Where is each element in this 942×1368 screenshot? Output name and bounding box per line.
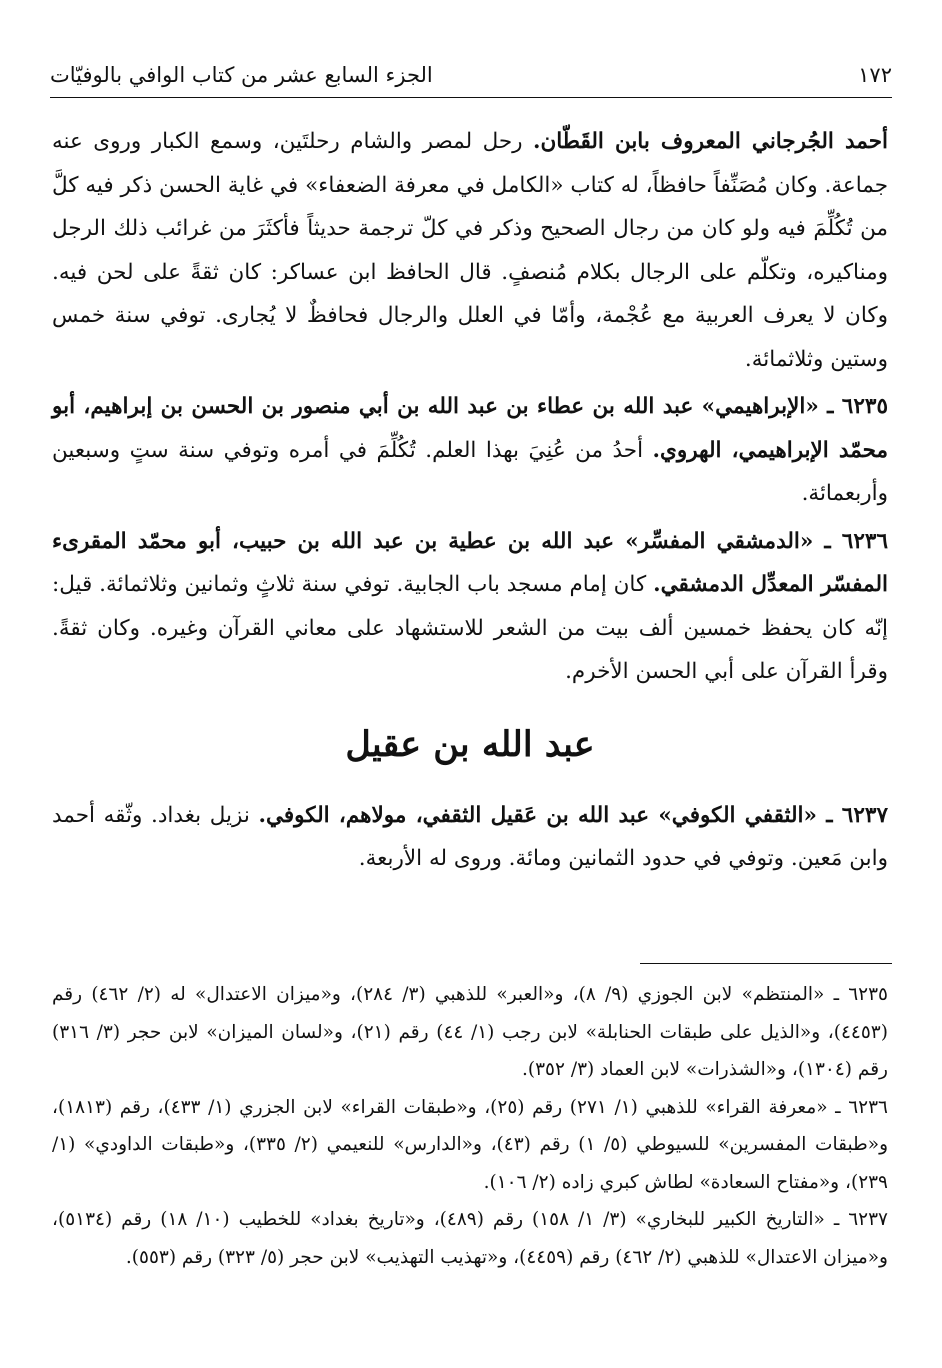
entry-text: كان إمام مسجد باب الجابية. توفي سنة ثلاثٍ وثمانين وثلاثمائة. قيل: إنّه كان يحفظ خمسين ألف بيت من الشعر للاستشهاد على معاني القرآن وغيره. وكان ثقةً. وقرأ القرآن على أبي الحسن الأخرم. [52, 572, 888, 684]
entry-6235 [52, 385, 888, 516]
entry-6236 [52, 520, 888, 694]
header-rule [50, 97, 892, 98]
footnote-6235: ٦٢٣٥ ـ «المنتظم» لابن الجوزي (٩/ ٨)، و«العبر» للذهبي (٣/ ٢٨٤)، و«ميزان الاعتدال» له (٢/ ٤٦٢) رقم (٤٤٥٣)، و«الذيل على طبقات الحنابلة» لابن رجب (١/ ٤٤) رقم (٢١)، و«لسان الميزان» لابن حجر (٣/ ٣١٦) رقم (١٣٠٤)، و«الشذرات» لابن العماد (٣/ ٣٥٢). [52, 984, 888, 1080]
section-title: عبد الله بن عقيل [345, 723, 595, 765]
entry-text: نزيل بغداد. وثّقه أحمد وابن مَعين. وتوفي في حدود الثمانين ومائة. وروى له الأربعة. [52, 802, 888, 871]
entry-heading: ٦٢٣٥ ـ «الإبراهيمي» عبد الله بن عطاء بن عبد الله بن أبي منصور بن الحسن بن إبراهيم، أبو محمّد الإبراهيمي، الهروي. [52, 394, 888, 463]
footnote-rule [640, 963, 892, 964]
running-title: الجزء السابع عشر من كتاب الوافي بالوفيّات [50, 63, 433, 87]
main-text [52, 120, 888, 885]
footnotes [52, 976, 888, 1276]
entry-text: رحل لمصر والشام رحلتَين، وسمع الكبار وروى عنه جماعة. وكان مُصَنِّفاً حافظاً، له كتاب «الكامل في معرفة الضعفاء» في غاية الحسن ذكر فيه كلَّ من تُكُلِّمَ فيه ولو كان من رجال الصحيح وذكر في كلّ ترجمة حديثاً فأكثَرَ من غرائب ذلك الرجل ومناكيره، وتكلّم على الرجال بكلام مُنصفٍ. قال الحافظ ابن عساكر: كان ثقةً على لحن فيه. وكان لا يعرف العربية مع عُجْمة، وأمّا في العلل والرجال فحافظٌ لا يُجارى. توفي سنة خمس وستين وثلاثمائة. [52, 129, 888, 372]
entry-6237 [52, 794, 888, 881]
page-number: ١٧٢ [858, 63, 892, 87]
running-header [50, 58, 892, 92]
entry-heading: ٦٢٣٦ ـ «الدمشقي المفسِّر» عبد الله بن عطية بن عبد الله بن حبيب، أبو محمّد المقرىء المفسّر المعدِّل الدمشقي. [52, 528, 888, 597]
entry-text: أحدُ من عُنِيَ بهذا العلم. تُكُلِّمَ في أمره وتوفي سنة ستٍ وسبعين وأربعمائة. [52, 437, 888, 506]
footnote-6236: ٦٢٣٦ ـ «معرفة القراء» للذهبي (١/ ٢٧١) رقم (٢٥)، و«طبقات القراء» لابن الجزري (١/ ٤٣٣)، رقم (١٨١٣)، و«طبقات المفسرين» للسيوطي (٥/ ١) رقم (٤٣)، و«الدارس» للنعيمي (٢/ ٣٣٥)، و«طبقات الداودي» (١/ ٢٣٩)، و«مفتاح السعادة» لطاش كبري زاده (٢/ ١٠٦). [52, 1096, 888, 1193]
footnote-6237: ٦٢٣٧ ـ «التاريخ الكبير للبخاري» (٣/ ١/ ١٥٨) رقم (٤٨٩)، و«تاريخ بغداد» للخطيب (١٠/ ١٨) رقم (٥١٣٤)، و«ميزان الاعتدال» للذهبي (٢/ ٤٦٢) رقم (٤٤٥٩)، و«تهذيب التهذيب» لابن حجر (٥/ ٣٢٣) رقم (٥٥٣). [52, 1209, 888, 1268]
entry-continuation [52, 120, 888, 381]
entry-heading: أحمد الجُرجاني المعروف بابن القَطّان. [532, 129, 888, 154]
entry-heading: ٦٢٣٧ ـ «الثقفي الكوفي» عبد الله بن عَقيل الثقفي، مولاهم، الكوفي. [258, 802, 888, 828]
